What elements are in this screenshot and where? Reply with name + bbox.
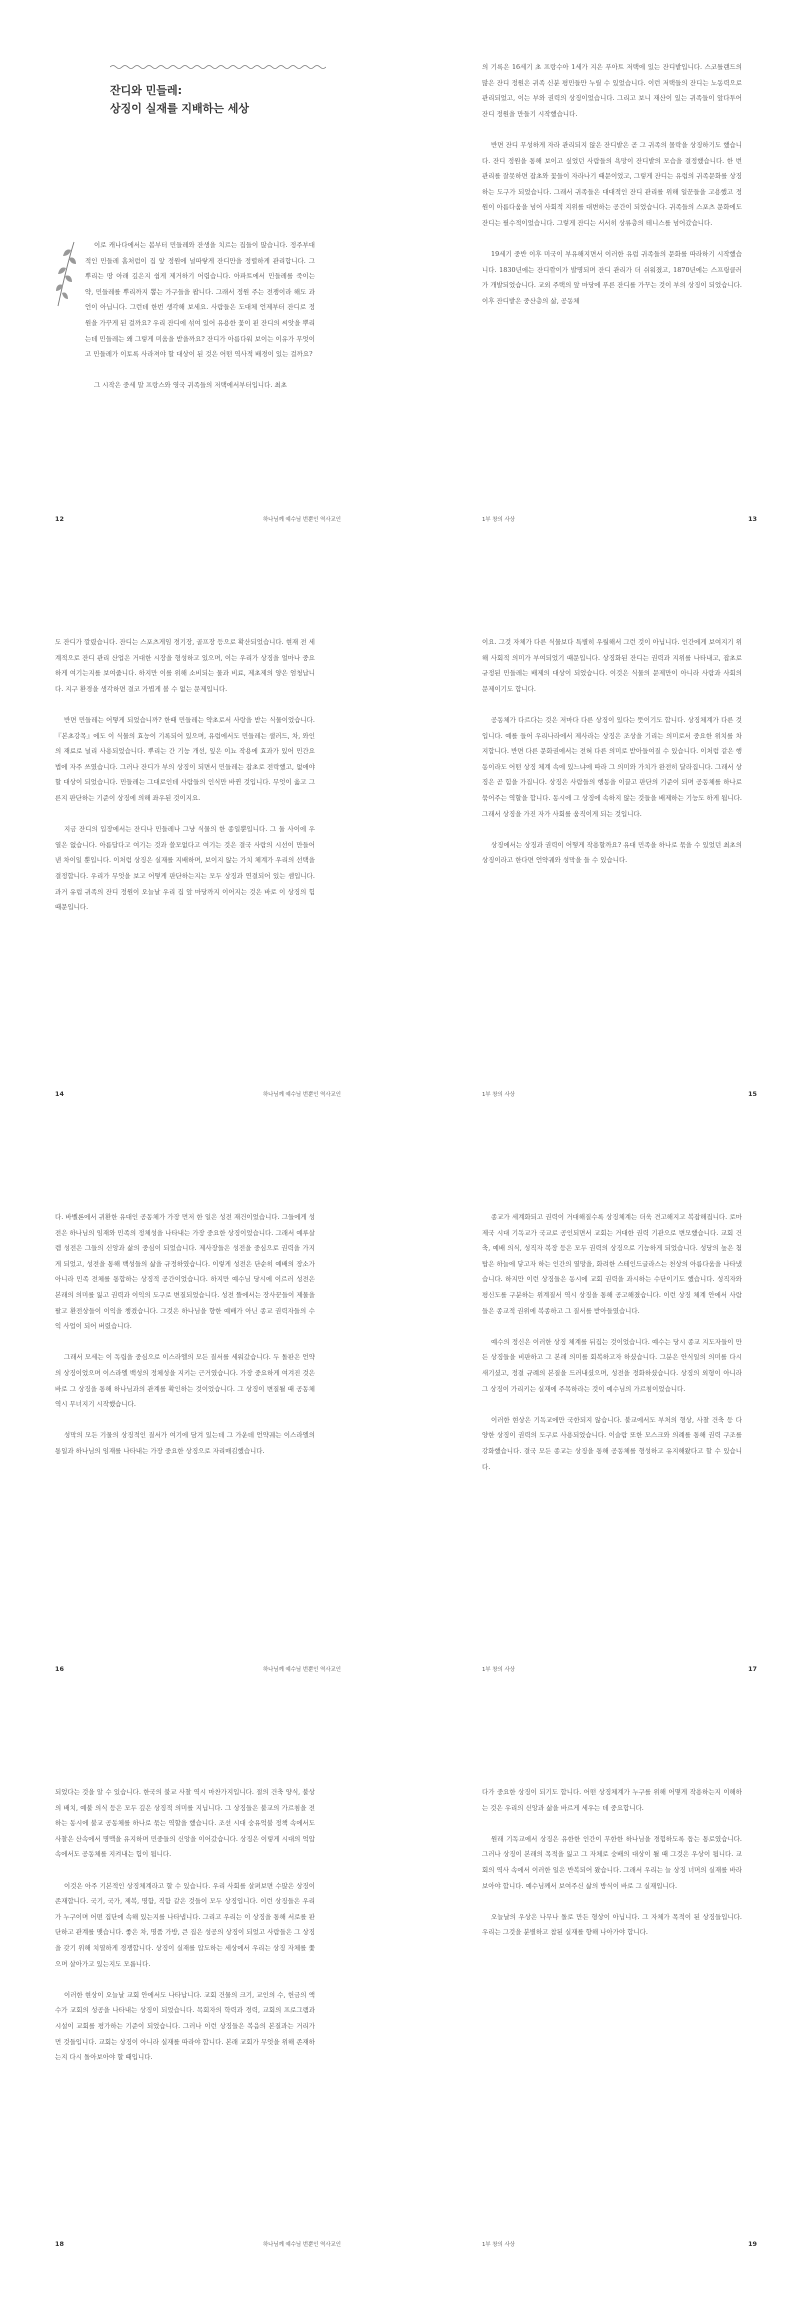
leaf-sprig-icon (54, 238, 78, 308)
paragraph: 그래서 모세는 이 독립을 중심으로 이스라엘의 모든 질서를 세워갔습니다. 두 돌판은 언약의 상징이었으며 이스라엘 백성의 정체성을 지키는 근거였습니다. 가장 중요하게 여겨진 것은 바로 그 상징을 통해 하나님과의 관계를 확인하는 것이었습니다. 그 상징이 변질될 때 공동체 역시 무너지기 시작했습니다. (55, 1353, 315, 1409)
page-footer (482, 1665, 757, 1673)
paragraph: 오늘날의 우상은 나무나 돌로 만든 형상이 아닙니다. 그 자체가 목적이 된 상징들입니다. 우리는 그것을 분별하고 참된 실재를 향해 나아가야 합니다. (482, 1912, 742, 1937)
paragraph: 다가 중요한 상징이 되기도 합니다. 어떤 상징체계가 누구를 위해 어떻게 작용하는지 이해하는 것은 우리의 신앙과 삶을 바르게 세우는 데 중요합니다. (482, 1788, 742, 1812)
body-text (482, 1210, 742, 1475)
running-title: 하나님께 예수님 번뿐인 역사교인 (262, 517, 341, 523)
body-text (482, 60, 742, 310)
page-number: 16 (55, 1665, 64, 1673)
page-number: 19 (748, 2240, 757, 2248)
page-footer (482, 1090, 757, 1098)
spread-14-15 (0, 575, 810, 1150)
spread-16-17 (0, 1150, 810, 1725)
running-title: 하나님께 예수님 번뿐인 역사교인 (262, 2242, 341, 2248)
paragraph: 상징에서는 상징과 권력이 어떻게 작용할까요? 유대 민족을 하나로 묶을 수 있었던 최초의 상징이라고 한다면 언약궤와 성막을 들 수 있습니다. (482, 840, 742, 865)
paragraph: 성막의 모든 기물의 상징적인 질서가 여기에 담겨 있는데 그 가운데 언약궤는 이스라엘의 통일과 하나님의 임재를 나타내는 가장 중요한 상징으로 자리매김했습니다. (55, 1431, 315, 1455)
decorative-wave-divider (110, 64, 326, 70)
running-chapter: 1부 창의 사상 (482, 1092, 515, 1098)
page-17 (405, 1150, 810, 1725)
paragraph: 이로 캐나다에서는 봄부터 민들레와 잔생을 치르는 집들이 많습니다. 정주부대적인 민들레 홈처럼이 집 앞 정원에 널따랗게 잔디만을 정렬하게 관리합니다. 그 뿌리는 땅 아래 깊은지 쉽게 제거하기 어렵습니다. 아파트에서 민들레를 죽이는 약, 민들레를 뿌리까지 뽑는 가구들을 팝니다. 그래서 정원 주는 전쟁이라 해도 과언이 아닙니다. 그런데 한번 생각해 보세요. 사람들은 도대체 언제부터 잔디로 정원을 가꾸게 된 걸까요? 우리 잔디에 섞여 있어 유용한 꽃이 핀 잔디의 씨앗을 뿌리는데 민들레는 왜 그렇게 미움을 받을까요? 잔디가 아름다워 보이는 이유가 무엇이고 민들레가 이토록 사라져야 할 대상이 된 것은 어떤 역사적 배경이 있는 걸까요? (85, 241, 315, 359)
running-chapter: 1부 창의 사상 (482, 1667, 515, 1673)
page-16 (0, 1150, 405, 1725)
paragraph: 19세기 중반 이후 미국이 부유해지면서 이러한 유럽 귀족들의 문화를 따라하기 시작했습니다. 1830년에는 잔디깎이가 발명되며 잔디 관리가 더 쉬워졌고, 1870년에는 스프링클러가 개발되었습니다. 교외 주택의 앞 마당에 푸른 잔디를 가꾸는 것이 부의 상징이 되었습니다. 이후 잔디밭은 중산층의 삶, 공동체 (482, 250, 742, 305)
page-footer (55, 1090, 341, 1098)
page-19 (405, 1725, 810, 2300)
page-number: 17 (748, 1665, 757, 1673)
paragraph: 예수의 정신은 이러한 상징 체계를 뒤집는 것이었습니다. 예수는 당시 종교 지도자들이 만든 상징들을 비판하고 그 본래 의미를 회복하고자 하셨습니다. 그분은 안식일의 의미를 다시 새기셨고, 정결 규례의 본질을 드러내셨으며, 성전을 정화하셨습니다. 상징의 외형이 아니라 그 상징이 가리키는 실재에 주목하라는 것이 예수님의 가르침이었습니다. (482, 1337, 742, 1393)
chapter-heading-line1: 잔디와 민들레: (110, 84, 182, 97)
paragraph: 의 기록은 16세기 초 프랑수아 1세가 지은 푸아트 저택에 있는 잔디밭입니다. 스코틀랜드의 많은 잔디 정원은 귀족 신분 평민들만 누릴 수 있었습니다. 이런 저택들의 잔디는 노동력으로 관리되었고, 이는 부와 권력의 상징이었습니다. 그리고 보니 재산이 있는 귀족들이 앞다투어 잔디 정원을 만들기 시작했습니다. (482, 63, 742, 118)
paragraph: 이것은 아주 기본적인 상징체계라고 할 수 있습니다. 우리 사회를 살펴보면 수많은 상징이 존재합니다. 국기, 국가, 제복, 명함, 직함 같은 것들이 모두 상징입니다. 이런 상징들은 우리가 누구이며 어떤 집단에 속해 있는지를 나타냅니다. 그리고 우리는 이 상징을 통해 서로를 판단하고 관계를 맺습니다. 좋은 차, 명품 가방, 큰 집은 성공의 상징이 되었고 사람들은 그 상징을 갖기 위해 치열하게 경쟁합니다. 상징이 실재를 압도하는 세상에서 우리는 상징 자체를 쫓으며 살아가고 있는지도 모릅니다. (55, 1881, 315, 1968)
running-chapter: 1부 창의 사상 (482, 2242, 515, 2248)
page-number: 13 (748, 515, 757, 523)
paragraph: 원래 기독교에서 상징은 유한한 인간이 무한한 하나님을 경험하도록 돕는 통로였습니다. 그러나 상징이 본래의 목적을 잃고 그 자체로 숭배의 대상이 될 때 그것은 우상이 됩니다. 교회의 역사 속에서 이러한 일은 반복되어 왔습니다. 그래서 우리는 늘 상징 너머의 실재를 바라보아야 합니다. 예수님께서 보여주신 삶의 방식이 바로 그 실재입니다. (482, 1834, 742, 1890)
body-text (55, 635, 315, 916)
page-13 (405, 0, 810, 575)
body-text (482, 635, 742, 869)
page-12 (0, 0, 405, 575)
paragraph: 이요. 그것 자체가 다른 식물보다 특별히 우월해서 그런 것이 아닙니다. 인간에게 보여지기 위해 사회적 의미가 부여되었기 때문입니다. 상징화된 잔디는 권력과 지위를 나타내고, 잡초로 규정된 민들레는 배제의 대상이 되었습니다. 이것은 식물의 문제만이 아니라 사람과 사회의 문제이기도 합니다. (482, 638, 742, 693)
page-number: 15 (748, 1090, 757, 1098)
page-footer (55, 2240, 341, 2248)
paragraph: 다. 바벨론에서 귀환한 유대인 공동체가 가장 먼저 한 일은 성전 재건이었습니다. 그들에게 성전은 하나님의 임재와 민족의 정체성을 나타내는 가장 중요한 상징이었습니다. 그래서 예루살렘 성전은 그들의 신앙과 삶의 중심이 되었습니다. 제사장들은 성전을 중심으로 권력을 가지게 되었고, 성전을 통해 백성들의 삶을 규정하였습니다. 이렇게 성전은 단순히 예배의 장소가 아니라 민족 전체를 통합하는 상징적 공간이었습니다. 하지만 예수님 당시에 이르러 성전은 본래의 의미를 잃고 권력과 이익의 도구로 변질되었습니다. 성전 뜰에서는 장사꾼들이 제물을 팔고 환전상들이 이익을 챙겼습니다. 그것은 하나님을 향한 예배가 아닌 종교 권력자들의 수익 사업이 되어 버렸습니다. (55, 1213, 315, 1331)
body-text (85, 238, 315, 394)
paragraph: 반면 잔디 무성하게 자라 관리되지 않은 잔디밭은 곧 그 귀족의 몰락을 상징하기도 했습니다. 잔디 정원을 통해 보이고 싶었던 사람들의 욕망이 잔디밭의 모습을 결정했습니다. 한 번 관리를 잘못하면 잡초와 꽃들이 자라나기 때문이었고, 그렇게 잔디는 유럽의 귀족문화를 상징하는 도구가 되었습니다. 그래서 귀족들은 대대적인 잔디 관리를 위해 일꾼들을 고용했고 정원이 아름다움을 넘어 사회적 지위를 대변하는 공간이 되었습니다. 귀족들의 스포츠 문화에도 잔디는 필수적이었습니다. 그렇게 잔디는 서서히 상류층의 테니스를 넘어갔습니다. (482, 140, 742, 227)
paragraph: 지금 잔디의 입장에서는 잔디나 민들레나 그냥 식물의 한 종일뿐입니다. 그 둘 사이에 우열은 없습니다. 아름답다고 여기는 것과 쓸모없다고 여기는 것은 결국 사람의 시선이 만들어낸 차이일 뿐입니다. 이처럼 상징은 실재를 지배하며, 보이지 않는 가치 체계가 우리의 선택을 결정합니다. 우리가 무엇을 보고 어떻게 판단하는지는 모두 상징과 연결되어 있는 셈입니다. 과거 유럽 귀족의 잔디 정원이 오늘날 우리 집 앞 마당까지 이어지는 것은 바로 이 상징의 힘 때문입니다. (55, 825, 315, 912)
paragraph: 그 시작은 중세 말 프랑스와 영국 귀족들의 저택에서부터입니다. 최초 (94, 381, 287, 390)
chapter-heading-line2: 상징이 실재를 지배하는 세상 (110, 102, 249, 115)
paragraph: 이러한 현상은 기독교에만 국한되지 않습니다. 불교에서도 부처의 형상, 사찰 건축 등 다양한 상징이 권력의 도구로 사용되었습니다. 이슬람 또한 모스크와 의례를 통해 권력 구조를 강화했습니다. 결국 모든 종교는 상징을 통해 공동체를 형성하고 유지해왔다고 할 수 있습니다. (482, 1415, 742, 1471)
page-15 (405, 575, 810, 1150)
page-footer (482, 515, 757, 523)
page-footer (55, 1665, 341, 1673)
spread-12-13 (0, 0, 810, 575)
page-number: 14 (55, 1090, 64, 1098)
page-number: 18 (55, 2240, 64, 2248)
body-text (55, 1210, 315, 1460)
paragraph: 반면 민들레는 어떻게 되었습니까? 한때 민들레는 약초로서 사랑을 받는 식물이었습니다. 『본초강목』에도 이 식물의 효능이 기록되어 있으며, 유럽에서도 민들레는 샐러드, 차, 와인의 재료로 널리 사용되었습니다. 뿌리는 간 기능 개선, 잎은 이뇨 작용에 효과가 있어 민간요법에 자주 쓰였습니다. 그러나 잔디가 부의 상징이 되면서 민들레는 잡초로 전락했고, 없애야 할 대상이 되었습니다. 민들레는 그대로인데 사람들의 인식만 바뀐 것입니다. 무엇이 옳고 그른지 판단하는 기준이 상징에 의해 좌우된 것이지요. (55, 715, 315, 802)
spread-18-19 (0, 1725, 810, 2300)
paragraph: 공동체가 다르다는 것은 저마다 다른 상징이 있다는 뜻이기도 합니다. 상징체계가 다른 것입니다. 예를 들어 우리나라에서 제사라는 상징은 조상을 기리는 의미로서 중요한 위치를 차지합니다. 반면 다른 문화권에서는 전혀 다른 의미로 받아들여질 수 있습니다. 이처럼 같은 행동이라도 어떤 상징 체계 속에 있느냐에 따라 그 의미와 가치가 완전히 달라집니다. 그래서 상징은 곧 힘을 가집니다. 상징은 사람들의 행동을 이끌고 판단의 기준이 되며 공동체를 하나로 묶어주는 역할을 합니다. 동시에 그 상징에 속하지 않는 것들을 배제하는 기능도 하게 됩니다. 그래서 상징을 가진 자가 사회를 움직이게 되는 것입니다. (482, 715, 742, 818)
paragraph: 이러한 현상이 오늘날 교회 안에서도 나타납니다. 교회 건물의 크기, 교인의 수, 헌금의 액수가 교회의 성공을 나타내는 상징이 되었습니다. 목회자의 학력과 경력, 교회의 프로그램과 시설이 교회를 평가하는 기준이 되었습니다. 그러나 이런 상징들은 복음의 본질과는 거리가 먼 것들입니다. 교회는 상징이 아니라 실재를 따라야 합니다. 본래 교회가 무엇을 위해 존재하는지 다시 돌아보아야 할 때입니다. (55, 1990, 315, 2062)
page-18 (0, 1725, 405, 2300)
paragraph: 종교가 세계화되고 권력이 거대해질수록 상징체계는 더욱 견고해지고 복잡해집니다. 로마 제국 시대 기독교가 국교로 공인되면서 교회는 거대한 권력 기관으로 변모했습니다. 교회 건축, 예배 의식, 성직자 복장 등은 모두 권력의 상징으로 기능하게 되었습니다. 성당의 높은 첨탑은 하늘에 닿고자 하는 인간의 열망을, 화려한 스테인드글라스는 천상의 아름다움을 나타냈습니다. 하지만 이런 상징들은 동시에 교회 권력을 과시하는 수단이기도 했습니다. 성직자와 평신도를 구분하는 위계질서 역시 상징을 통해 공고해졌습니다. 이런 상징 체계 안에서 사람들은 종교적 권위에 복종하고 그 질서를 받아들였습니다. (482, 1213, 742, 1315)
running-chapter: 1부 창의 사상 (482, 517, 515, 523)
body-text (482, 1785, 742, 1941)
body-text (55, 1785, 315, 2066)
paragraph: 되었다는 것을 알 수 있습니다. 한국의 불교 사찰 역시 마찬가지입니다. 절의 건축 양식, 불상의 배치, 예불 의식 등은 모두 깊은 상징적 의미를 지닙니다. 그 상징들은 불교의 가르침을 전하는 동시에 불교 공동체를 하나로 묶는 역할을 했습니다. 조선 시대 숭유억불 정책 속에서도 사찰은 산속에서 명맥을 유지하며 민중들의 신앙을 이어갔습니다. 상징은 이렇게 시대의 억압 속에서도 공동체를 지켜내는 힘이 됩니다. (55, 1788, 315, 1859)
page-footer (55, 515, 341, 523)
page-footer (482, 2240, 757, 2248)
running-title: 하나님께 예수님 번뿐인 역사교인 (262, 1667, 341, 1673)
paragraph: 도 잔디가 깔렸습니다. 잔디는 스포츠게임 경기장, 골프장 등으로 확산되었습니다. 현재 전 세계적으로 잔디 관리 산업은 거대한 시장을 형성하고 있으며, 이는 우리가 상징을 얼마나 중요하게 여기는지를 보여줍니다. 하지만 이를 위해 소비되는 물과 비료, 제초제의 양은 엄청납니다. 지구 환경을 생각하면 결코 가볍게 볼 수 없는 문제입니다. (55, 638, 315, 693)
page-14 (0, 575, 405, 1150)
page-number: 12 (55, 515, 64, 523)
running-title: 하나님께 예수님 번뿐인 역사교인 (262, 1092, 341, 1098)
